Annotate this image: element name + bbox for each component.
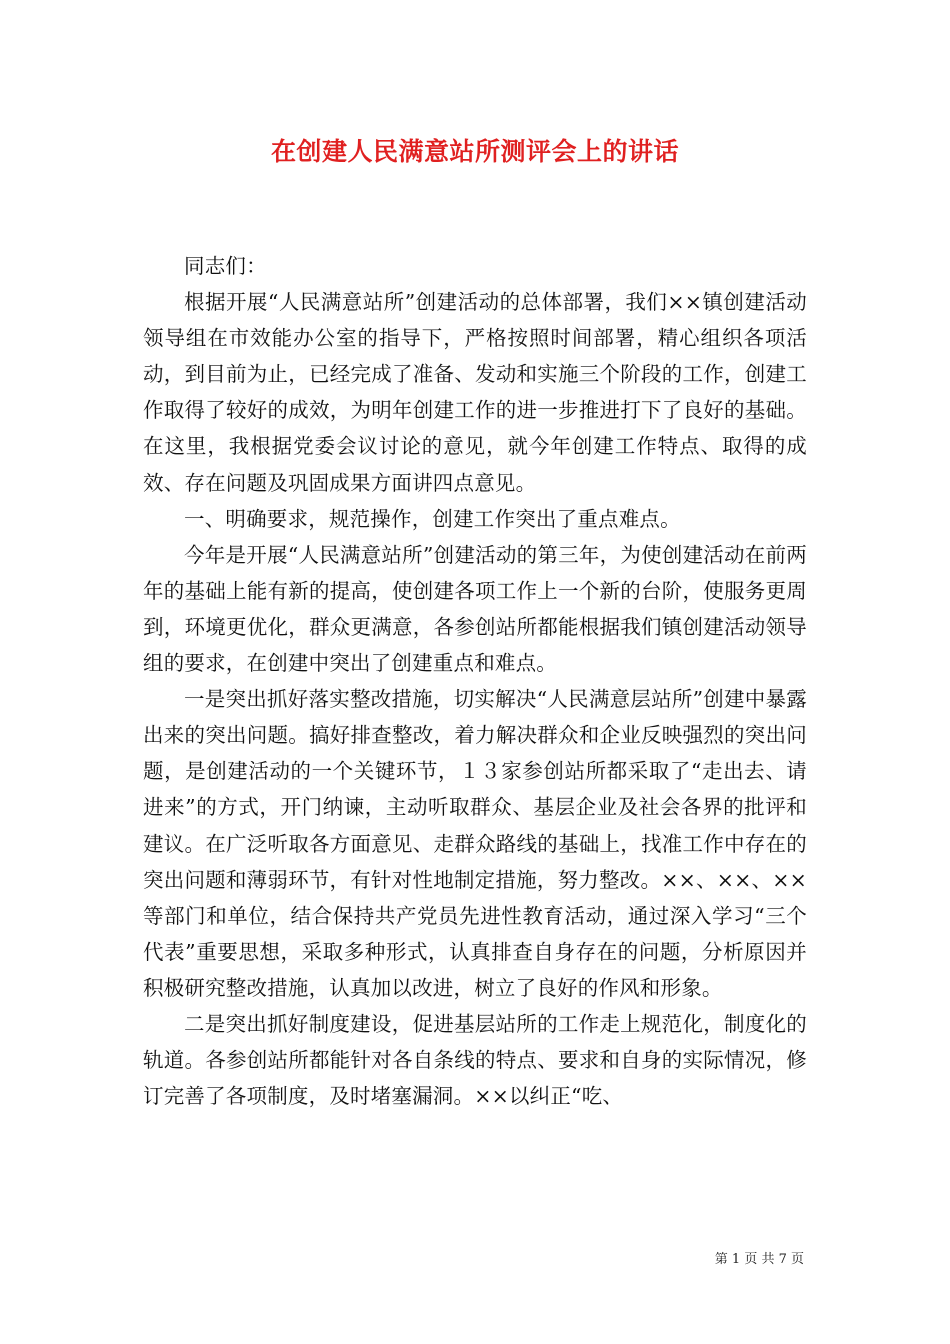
document-title: 在创建人民满意站所测评会上的讲话 xyxy=(270,137,679,166)
document-body xyxy=(143,248,807,1114)
salutation-paragraph: 同志们： xyxy=(184,254,267,278)
section-heading: 一、明确要求，规范操作，创建工作突出了重点难点。 xyxy=(184,506,681,531)
body-paragraph: 今年是开展“人民满意站所”创建活动的第三年，为使创建活动在前两年的基础上能有新的提高，使创建各项工作上一个新的台阶，使服务更周到，环境更优化，群众更满意，各参创站所都能根据我们镇创建活动领导组的要求，在创建中突出了创建重点和难点。 xyxy=(143,542,807,676)
intro-paragraph: 根据开展“人民满意站所”创建活动的总体部署，我们××镇创建活动领导组在市效能办公室的指导下，严格按照时间部署，精心组织各项活动，到目前为止，已经完成了准备、发动和实施三个阶段的工作，创建工作取得了较好的成效，为明年创建工作的进一步推进打下了良好的基础。在这里，我根据党委会议讨论的意见，就今年创建工作特点、取得的成效、存在问题及巩固成果方面讲四点意见。 xyxy=(143,290,807,495)
body-paragraph: 一是突出抓好落实整改措施，切实解决“人民满意层站所”创建中暴露出来的突出问题。搞好排查整改，着力解决群众和企业反映强烈的突出问题，是创建活动的一个关键环节，１３家参创站所都采取了“走出去、请进来”的方式，开门纳谏，主动听取群众、基层企业及社会各界的批评和建议。在广泛听取各方面意见、走群众路线的基础上，找准工作中存在的突出问题和薄弱环节，有针对性地制定措施，努力整改。××、××、××等部门和单位，结合保持共产党员先进性教育活动，通过深入学习“三个代表”重要思想，采取多种形式，认真排查自身存在的问题，分析原因并积极研究整改措施，认真加以改进，树立了良好的作风和形象。 xyxy=(143,687,807,1000)
body-paragraph: 二是突出抓好制度建设，促进基层站所的工作走上规范化，制度化的轨道。各参创站所都能针对各自条线的特点、要求和自身的实际情况，修订完善了各项制度，及时堵塞漏洞。××以纠正“吃、 xyxy=(143,1011,807,1109)
page-number: 第 1 页 共 7 页 xyxy=(714,1252,804,1267)
